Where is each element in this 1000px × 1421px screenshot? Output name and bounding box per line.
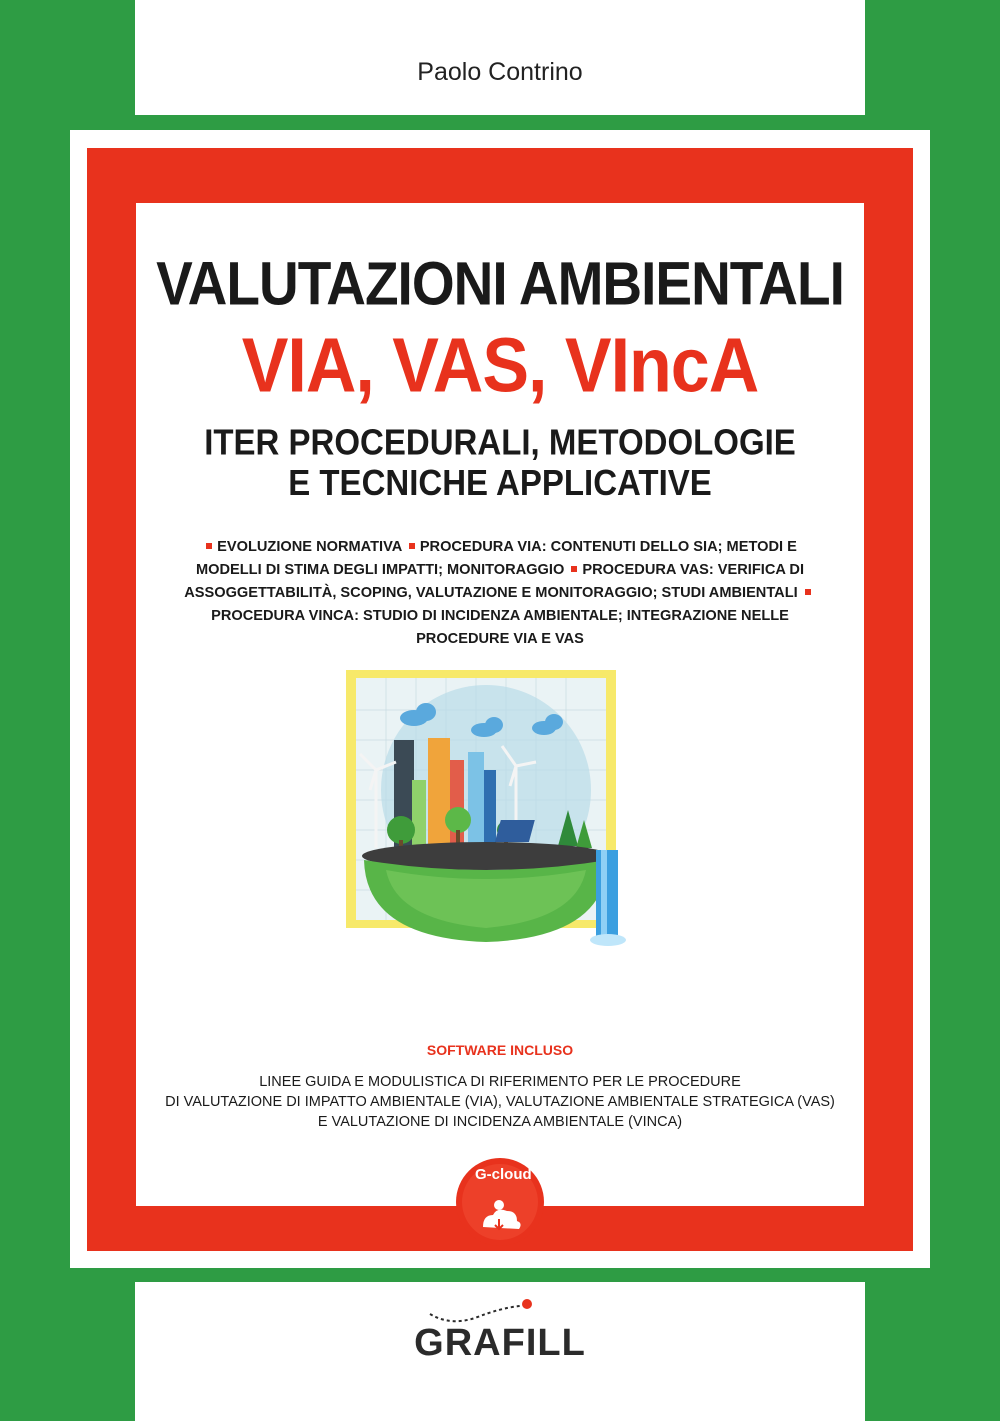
author-name: Paolo Contrino	[417, 58, 583, 86]
waterfall-highlight	[601, 850, 607, 938]
software-desc-line-2: DI VALUTAZIONE DI IMPATTO AMBIENTALE (VIA), VALUTAZIONE AMBIENTALE STRATEGICA (VAS)	[165, 1094, 835, 1110]
bullet-square-icon	[571, 566, 577, 572]
software-included-label: SOFTWARE INCLUSO	[426, 1042, 574, 1058]
solar-panel	[495, 820, 535, 842]
topic-item: PROCEDURA VIA: CONTENUTI DELLO SIA; METODI E MODELLI DI STIMA DEGLI IMPATTI; MONITORAGGIO	[195, 539, 797, 578]
subtitle	[136, 421, 864, 502]
topics-list	[172, 536, 828, 651]
subtitle-line-1: ITER PROCEDURALI, METODOLOGIE	[204, 421, 796, 462]
main-title: VALUTAZIONI AMBIENTALI	[156, 248, 844, 318]
g-cloud-badge-icon	[453, 1147, 548, 1257]
water-splash	[590, 934, 626, 946]
main-title-acronyms: VIA, VAS, VIncA	[241, 322, 759, 408]
cover-inner-panel	[136, 203, 864, 1206]
topic-item: PROCEDURA VINCA: STUDIO DI INCIDENZA AMBIENTALE; INTEGRAZIONE NELLE PROCEDURE VIA E VAS	[211, 608, 789, 647]
software-desc-line-3: E VALUTAZIONE DI INCIDENZA AMBIENTALE (VINCA)	[317, 1114, 683, 1130]
eco-globe-illustration	[346, 670, 656, 970]
g-cloud-label: G-cloud	[475, 1166, 532, 1183]
software-description	[136, 1072, 864, 1132]
bullet-square-icon	[805, 589, 811, 595]
software-desc-line-1: LINEE GUIDA E MODULISTICA DI RIFERIMENTO PER LE PROCEDURE	[259, 1074, 741, 1090]
bullet-square-icon	[206, 543, 212, 549]
subtitle-line-2: E TECNICHE APPLICATIVE	[288, 462, 712, 503]
topic-item: EVOLUZIONE NORMATIVA	[217, 539, 402, 555]
publisher-logo-text: GRAFILL	[414, 1322, 586, 1364]
topic-item: PROCEDURA VAS: VERIFICA DI ASSOGGETTABILITÀ, SCOPING, VALUTAZIONE E MONITORAGGIO; STUDI AMBIENTALI	[184, 562, 805, 601]
bullet-square-icon	[409, 543, 415, 549]
